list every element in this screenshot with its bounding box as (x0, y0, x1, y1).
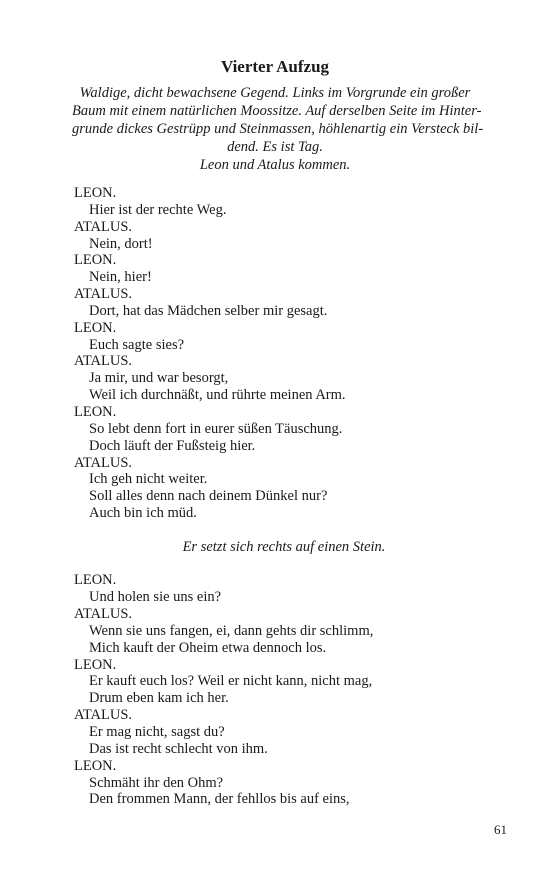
verse-line: Und holen sie uns ein? (89, 589, 222, 606)
speaker-name: LEON. (74, 403, 117, 420)
page-number: 61 (494, 822, 507, 837)
verse-line: So lebt denn fort in eurer süßen Täuschung. (89, 420, 343, 437)
verse-line: Nein, hier! (89, 269, 152, 286)
spacer (74, 556, 494, 573)
speaker-name: ATALUS. (74, 454, 133, 471)
verse-line: Drum eben kam ich her. (89, 690, 229, 707)
verse-line: Wenn sie uns fangen, ei, dann gehts dir schlimm, (89, 622, 374, 639)
stage-direction-line: dend. Es ist Tag. (227, 139, 323, 155)
act-title: Vierter Aufzug (220, 57, 330, 76)
speaker-name: ATALUS. (74, 218, 133, 235)
verse-line: Weil ich durchnäßt, und rührte meinen Arm. (89, 387, 346, 404)
spacer (74, 522, 494, 539)
speaker-name: LEON. (74, 656, 117, 673)
verse-line: Ich geh nicht weiter. (89, 471, 208, 488)
speaker-name: LEON. (74, 252, 117, 269)
verse-line: Auch bin ich müd. (89, 505, 197, 522)
verse-line: Er mag nicht, sagst du? (89, 724, 225, 740)
speaker-name: ATALUS. (74, 707, 133, 724)
verse-line: Dort, hat das Mädchen selber mir gesagt. (89, 302, 328, 319)
verse-line: Mich kauft der Oheim etwa dennoch los. (89, 639, 327, 656)
verse-line: Nein, dort! (89, 235, 153, 252)
speaker-name: ATALUS. (74, 286, 133, 303)
speaker-name: ATALUS. (74, 353, 133, 370)
verse-line: Er kauft euch los? Weil er nicht kann, nicht mag, (89, 673, 373, 690)
verse-line: Ja mir, und war besorgt, (89, 370, 229, 387)
verse-line: Schmäht ihr den Ohm? (89, 774, 224, 791)
verse-line: Das ist recht schlecht von ihm. (89, 740, 268, 757)
verse-line: Soll alles denn nach deinem Dünkel nur? (89, 488, 328, 505)
stage-direction-line: Leon und Atalus kommen. (199, 157, 351, 173)
verse-line: Hier ist der rechte Weg. (89, 201, 227, 218)
stage-direction-line: grunde dickes Gestrüpp und Steinmassen, höhlenartig ein Versteck bil- (72, 121, 484, 137)
speaker-name: LEON. (74, 572, 117, 589)
speaker-name: LEON. (74, 319, 117, 336)
stage-direction: Er setzt sich rechts auf einen Stein. (182, 538, 386, 555)
stage-direction-line: Waldige, dicht bewachsene Gegend. Links im Vorgrunde ein großer (79, 85, 471, 101)
stage-direction-line: Baum mit einem natürlichen Moossitze. Auf derselben Seite im Hinter- (72, 103, 482, 119)
verse-line: Den frommen Mann, der fehllos bis auf eins, (89, 791, 350, 808)
speaker-name: LEON. (74, 757, 117, 774)
dialogue-block (74, 185, 494, 808)
verse-line: Doch läuft der Fußsteig hier. (89, 437, 256, 454)
speaker-name: LEON. (74, 185, 117, 201)
verse-line: Euch sagte sies? (89, 336, 185, 353)
speaker-name: ATALUS. (74, 606, 133, 623)
opening-stage-direction (72, 84, 484, 174)
